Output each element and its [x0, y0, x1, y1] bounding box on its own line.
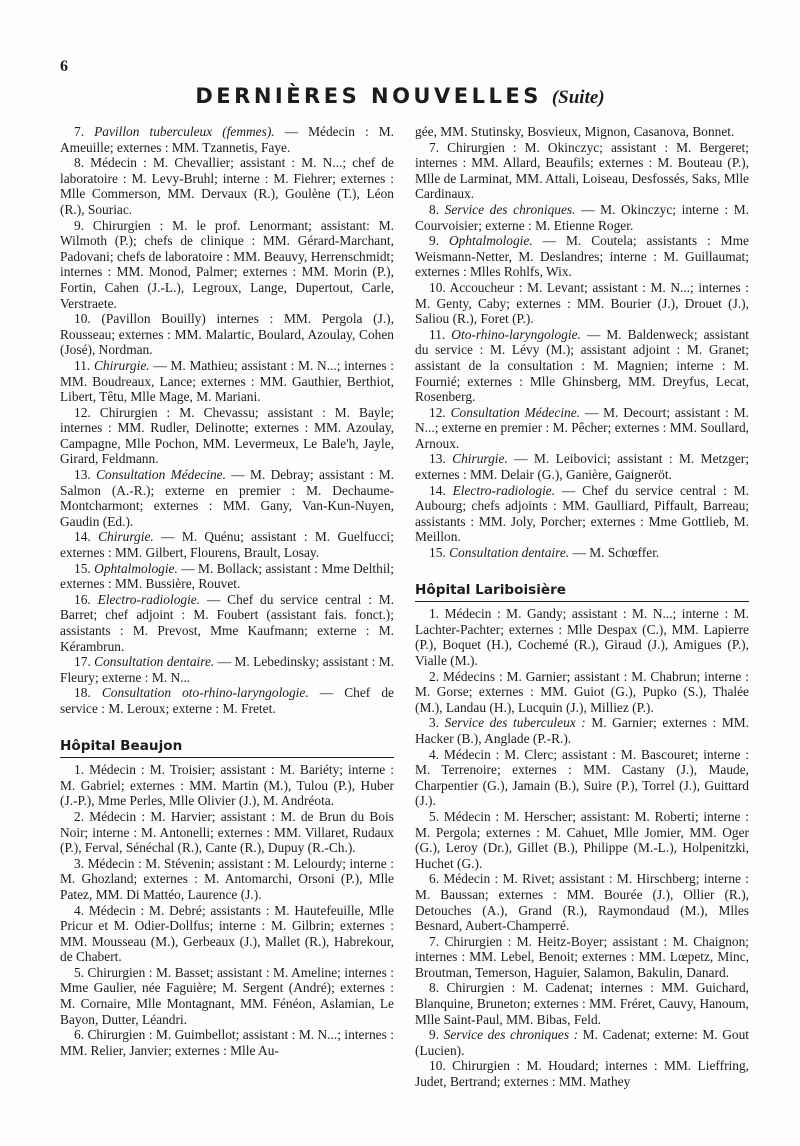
service-label: Chirurgie. — [452, 451, 508, 467]
entry-text: — M. Quénu; assistant : M. Guelfucci; externes : MM. Gilbert, Flourens, Brault, Losay. — [60, 529, 394, 561]
service-entry — [60, 762, 394, 809]
service-entry — [60, 155, 394, 217]
entry-text: 12. Chirurgien : M. Chevassu; assistant : M. Bayle; internes : MM. Rudler, Delinotte; externes : MM. Azoulay, Campagne, Mlle Pochon, MM. Levermeux, Le Bale'h, Jayle, Girard, Feldmann. — [60, 404, 394, 467]
left-column — [60, 124, 394, 1058]
entry-text: — Chef de service : M. Leroux; externe : M. Fretet. — [60, 685, 394, 716]
entry-text: 1. Médecin : M. Troisier; assistant : M. Bariéty; interne : M. Gabriel; externes : MM. Martin (M.), Tulou (P.), Huber (J.-P.), Mme Perles, Mlle Olivier (J.), M. Andréota. — [60, 762, 394, 809]
entry-text: — M. Debray; assistant : M. Salmon (A.-R.); externe en premier : M. Dechaume-Montcharmont; externes : MM. Gany, Van-Kun-Nuyen, Gaudin (Ed.). — [60, 467, 394, 529]
service-entry — [415, 280, 749, 327]
page-number: 6 — [60, 58, 68, 75]
service-label: Service des chroniques. — [444, 201, 576, 217]
entry-text: 5. Chirurgien : M. Basset; assistant : M. Ameline; internes : Mme Gaulier, née Faguière; M. Sergent (André); externes : M. Cornaire, Mlle Montagnant, MM. Fénéon, Aslamian, Le Bayon, Dutter, Léandri. — [60, 964, 394, 1027]
service-entry — [415, 451, 749, 482]
service-entry — [415, 327, 749, 405]
service-entry — [415, 483, 749, 545]
entry-text: M. Cadenat; externe: M. Gout (Lucien). — [415, 1027, 749, 1058]
service-entry — [415, 980, 749, 1027]
service-entry — [415, 405, 749, 452]
entry-text: — M. Mathieu; assistant : M. N...; internes : MM. Boudreaux, Lance; externes : MM. Gauthier, Berthiot, Libert, Têtu, Mlle Mage, M. Mariani. — [60, 357, 395, 405]
entry-text: 14. — [429, 482, 453, 498]
service-entry — [60, 1027, 394, 1058]
service-entry — [60, 856, 394, 903]
service-label: Chirurgie. — [93, 357, 150, 373]
entry-text: 6. Médecin : M. Rivet; assistant : M. Hirschberg; interne : M. Baussan; externes : MM. Bourée (J.), Ollier (R.), Detouches (A.), Grand (R.), Raymondaud (M.), Mlles Besnard, Aubert-Champerré. — [415, 871, 749, 934]
entry-text: 10. (Pavillon Bouilly) internes : MM. Pergola (J.), Rousseau; externes : MM. Malartic, Boulard, Azoulay, Cohen (José), Nordman. — [60, 311, 394, 358]
service-label: Oto-rhino-laryngologie. — [451, 326, 581, 342]
entry-text: — Chef du service central : M. Aubourg; chefs adjoints : MM. Gaulliard, Piffault, Barreau; assistants : MM. Joly, Porcher; externes : Mme Gottlieb, M. Meillon. — [415, 482, 750, 545]
service-entry — [60, 685, 394, 716]
service-entry — [415, 871, 749, 933]
entry-text: — M. Bollack; assistant : Mme Delthil; externes : MM. Bussière, Rouvet. — [60, 560, 394, 592]
entry-text: 3. — [429, 715, 445, 731]
entry-text: 5. Médecin : M. Herscher; assistant: M. Roberti; interne : M. Pergola; externes : M. Cahuet, Mlle Jomier, MM. Oger (G.), Leroy (Dr.), Gillet (B.), Philippe (M.-L.), Holpenitzki, Huchet (G.). — [415, 808, 749, 871]
service-label: Ophtalmologie. — [449, 233, 533, 249]
service-entry — [415, 545, 749, 561]
entry-text: 7. — [74, 124, 95, 139]
service-label: Consultation oto-rhino-laryngologie. — [101, 685, 309, 701]
entry-text: 15. — [74, 560, 95, 576]
section-title: DERNIÈRES NOUVELLES — [195, 84, 542, 108]
right-column — [415, 124, 749, 1090]
entry-text: 14. — [74, 529, 99, 545]
entry-text: — M. Coutela; assistants : Mme Weismann-Netter, M. Deslandres; interne : M. Guillaumat; externes : Mlles Rohlfs, Wix. — [415, 233, 749, 280]
service-entry — [415, 606, 749, 668]
service-label: Electro-radiologie. — [97, 591, 201, 607]
entry-text: 16. — [74, 591, 98, 607]
service-entry — [60, 592, 394, 654]
service-label: Consultation Médecine. — [96, 467, 226, 483]
service-label: Electro-radiologie. — [452, 482, 556, 498]
entry-text: 9. — [429, 233, 449, 249]
entry-text: M. Garnier; externes : MM. Hacker (B.), Anglade (P.-R.). — [415, 715, 749, 746]
entry-text: — Médecin : M. Ameuille; externes : MM. Tzannetis, Faye. — [60, 124, 395, 155]
service-entry — [415, 140, 749, 202]
service-label: Pavillon tuberculeux (femmes). — [94, 124, 275, 139]
entry-text: — M. Leibovici; assistant : M. Metzger; externes : MM. Delair (G.), Ganière, Gaigneröt. — [415, 451, 749, 483]
service-label: Service des tuberculeux : — [444, 715, 586, 731]
entry-text: 2. Médecins : M. Garnier; assistant : M. Chabrun; interne : M. Gorse; externes : MM. Guiot (G.), Pupko (S.), Thalée (M.), Landau (H.), Lucquin (J.), Milliez (P.). — [415, 668, 749, 715]
hospital-heading: Hôpital Lariboisière — [415, 583, 749, 603]
entry-text: 10. Chirurgien : M. Houdard; internes : MM. Lieffring, Judet, Bertrand; externes : MM. Mathey — [415, 1058, 749, 1090]
entry-text: — M. Lebedinsky; assistant : M. Fleury; externe : M. N... — [60, 654, 394, 685]
service-entry — [415, 124, 749, 140]
entry-text: 10. Accoucheur : M. Levant; assistant : M. N...; internes : M. Genty, Caby; externes : MM. Bourier (J.), Drouet (J.), Saliou (R.), Foret (P.). — [415, 279, 749, 327]
entry-text: 4. Médecin : M. Clerc; assistant : M. Bascouret; interne : M. Terrenoire; externes : MM. Castany (J.), Maude, Charpentier (G.), Jamain (B.), Suire (P.), Torrel (J.), Guittard (J.). — [415, 746, 749, 809]
service-entry — [60, 358, 394, 405]
entry-text: 13. — [74, 467, 97, 483]
entry-text: — M. Schœffer. — [569, 545, 660, 561]
entry-text: 13. — [429, 451, 453, 467]
entry-text: 17. — [74, 654, 95, 670]
entry-text: 11. — [429, 326, 452, 342]
service-entry — [60, 218, 394, 312]
service-entry — [415, 669, 749, 716]
entry-text: — M. Baldenweck; assistant du service : M. Lévy (M.); assistant adjoint : M. Granet; assistant de la consultation : M. Magnien; interne : M. Fournié; externes : Mlle Ghinsberg, MM. Dreyfus, Lecat, Rosenberg. — [415, 326, 749, 405]
entry-text: gée, MM. Stutinsky, Bosvieux, Mignon, Casanova, Bonnet. — [415, 124, 735, 139]
entry-text: 15. — [429, 545, 450, 561]
entry-text: 8. Chirurgien : M. Cadenat; internes : MM. Guichard, Blanquine, Bruneton; externes : MM. Fréret, Cauvy, Hanoum, Mlle Saint-Paul, MM. Bibas, Feld. — [415, 980, 749, 1027]
service-label: Service des chroniques : — [443, 1027, 579, 1043]
section-subtitle: (Suite) — [551, 87, 605, 108]
service-label: Ophtalmologie. — [94, 560, 178, 576]
entry-text: 6. Chirurgien : M. Guimbellot; assistant : M. N...; internes : MM. Relier, Janvier; externes : Mlle Au- — [60, 1027, 394, 1058]
entry-text: 7. Chirurgien : M. Okinczyc; assistant : M. Bergeret; internes : MM. Allard, Beaufils; externes : M. Bouteau (P.), Mlle de Larminat, MM. Attali, Loiseau, Desfossés, Saks, Mlle Cardinaux. — [415, 139, 749, 202]
entry-text: 11. — [74, 357, 94, 373]
service-entry — [415, 1027, 749, 1058]
service-entry — [60, 809, 394, 856]
service-label: Consultation dentaire. — [449, 545, 570, 561]
service-entry — [415, 233, 749, 280]
service-entry — [60, 529, 394, 560]
service-entry — [415, 934, 749, 981]
entry-text: 2. Médecin : M. Harvier; assistant : M. de Brun du Bois Noir; interne : M. Antonelli; externes : MM. Villaret, Rudaux (P.), Ferval, Sénéchal (R.), Cante (R.), Dupuy (R.-Ch.). — [60, 808, 394, 856]
service-entry — [60, 311, 394, 358]
entry-text: 18. — [74, 685, 102, 701]
service-entry — [60, 654, 394, 685]
hospital-heading: Hôpital Beaujon — [60, 739, 394, 759]
service-entry — [60, 467, 394, 529]
entry-text: 8. — [429, 201, 445, 217]
service-entry — [60, 965, 394, 1027]
entry-text: — Chef du service central : M. Barret; chef adjoint : M. Foubert (assistant fais. fonct.); assistants : M. Prevost, Mme Kaufmann; externe : M. Kérambrun. — [60, 591, 395, 654]
entry-text: 12. — [429, 404, 451, 420]
service-entry — [60, 405, 394, 467]
entry-text: 7. Chirurgien : M. Heitz-Boyer; assistant : M. Chaignon; internes : MM. Lebel, Benoit; externes : MM. Lœpetz, Minc, Broutman, Temerson, Haguier, Salamon, Bakulin, Danard. — [415, 933, 749, 980]
entry-text: 9. — [429, 1027, 444, 1043]
entry-text: 1. Médecin : M. Gandy; assistant : M. N...; interne : M. Lachter-Pachter; externes : Mlle Despax (C.), MM. Lapierre (P.), Boquet (H.), Cochemé (R.), Giraud (J.), Amigues (P.), Vialle (M.). — [415, 606, 749, 668]
service-entry — [60, 124, 394, 155]
entry-text: 8. Médecin : M. Chevallier; assistant : M. N...; chef de laboratoire : M. Levy-Bruhl; interne : M. Fiehrer; externes : Mlle Commerson, MM. Dervaux (R.), Goulène (T.), Léon (R.), Souriac. — [60, 155, 394, 217]
service-label: Consultation Médecine. — [450, 404, 581, 420]
entry-text: — M. Okinczyc; interne : M. Courvoisier; externe : M. Etienne Roger. — [415, 201, 749, 233]
service-entry — [415, 747, 749, 809]
entry-text: 4. Médecin : M. Debré; assistants : M. Hautefeuille, Mlle Pricur et M. Odier-Dollfus; interne : M. Gilbrin; externes : MM. Mousseau (M.), Gerbeaux (J.), Mallet (R.), Habrekour, de Chabert. — [60, 902, 394, 965]
service-entry — [60, 903, 394, 965]
service-entry — [60, 561, 394, 592]
entry-text: — M. Decourt; assistant : M. N...; externe en premier : M. Pêcher; externes : MM. Soullard, Arnoux. — [415, 404, 749, 451]
entry-text: 3. Médecin : M. Stévenin; assistant : M. Lelourdy; interne : M. Ghozland; externes : M. Antomarchi, Orsoni (P.), Mlle Patez, MM. Di Mattéo, Laurence (J.). — [60, 855, 394, 902]
service-label: Chirurgie. — [98, 529, 154, 545]
service-entry — [415, 1058, 749, 1089]
service-entry — [415, 809, 749, 871]
service-entry — [415, 202, 749, 233]
service-label: Consultation dentaire. — [94, 654, 215, 670]
service-entry — [415, 715, 749, 746]
page-header — [0, 84, 800, 109]
entry-text: 9. Chirurgien : M. le prof. Lenormant; assistant: M. Wilmoth (P.); chefs de clinique : MM. Gérard-Marchant, Padovani; chefs de laboratoire : MM. Beauvy, Herrenschmidt; internes : MM. Monod, Palmer; externes : MM. Morin (P.), Fortin, Cahen (J.-L.), Legroux, Lange, Dupertout, Carle, Verstraete. — [60, 217, 394, 311]
